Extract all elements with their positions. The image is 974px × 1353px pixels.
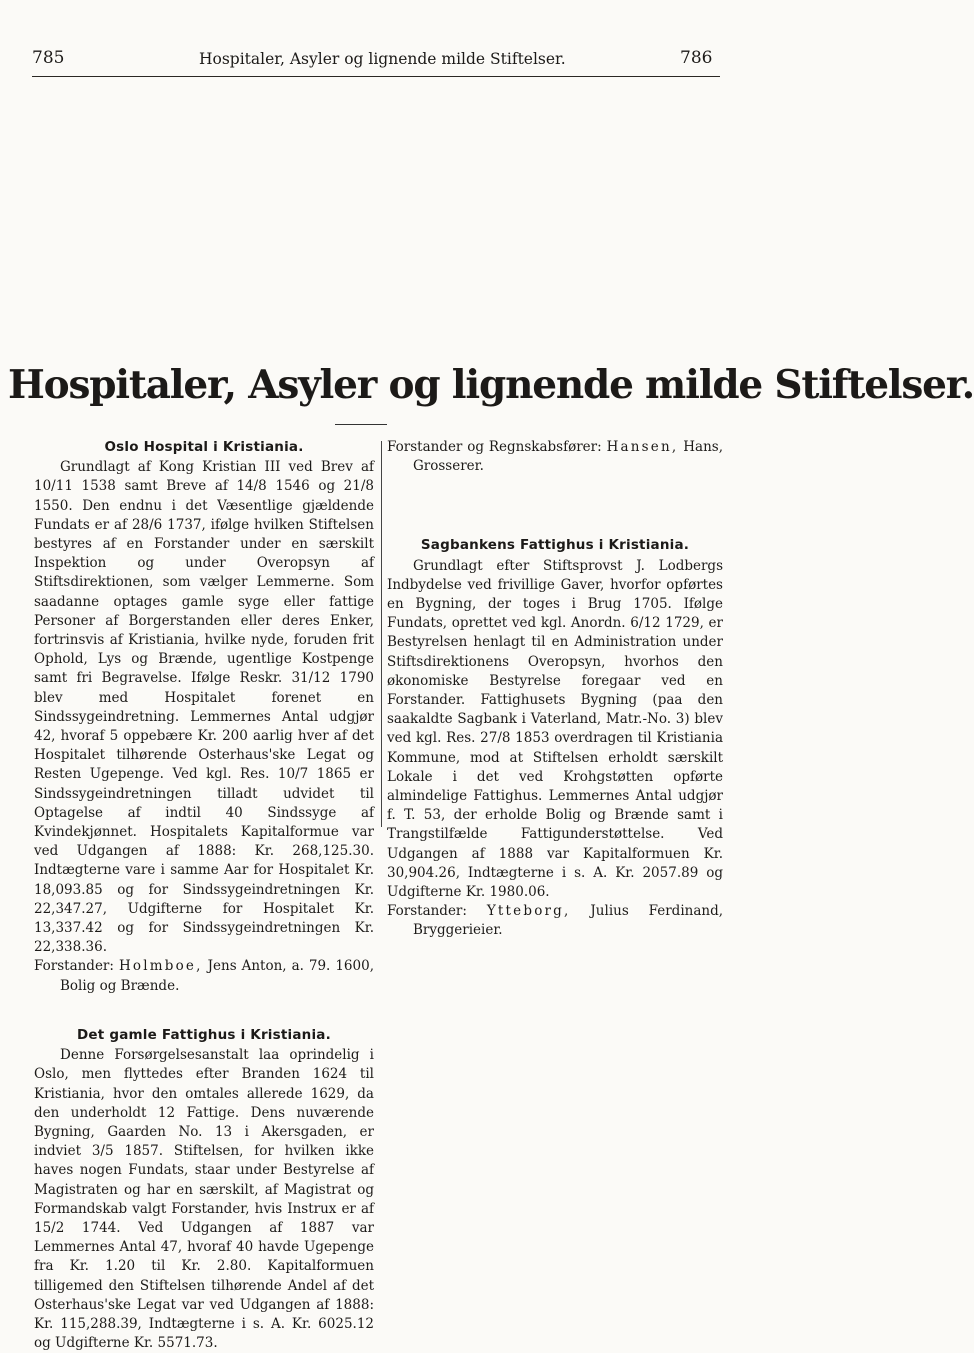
title-rule: [335, 424, 387, 425]
footer-name: Holmboe,: [118, 958, 203, 975]
page-number-left: 785: [32, 48, 65, 68]
column-divider: [381, 441, 382, 827]
page-number-right: 786: [680, 48, 713, 68]
section-body: Grundlagt efter Stiftsprovst J. Lodbergs Indbydelse ved frivillige Gaver, hvorfor opførtes en Bygning, der toges i Brug 1705. Ifølge Fundats, oprettet ved kgl. Anordn. 6/12 1729, er Bestyrelsen henlagt til en Administration under Stiftsdirektionens Overopsyn, hvorhos den økonomiske Bestyrelse foregaar ved en Forstander. Fattighusets Bygning (paa den saakaldte Sagbank i Vaterland, Matr.-No. 3) blev ved kgl. Res. 27/8 1853 overdragen til Kristiania Kommune, mod at Stiftelsen erholdt særskilt Lokale i det ved Krohgstøtten opførte almindelige Fattighus. Lemmernes Antal udgjør f. T. 53, der erholde Bolig og Brænde samt i Trangstilfælde Fattigunderstøttelse. Ved Udgangen af 1888 var Kapitalformuen Kr. 30,904.26, Indtægterne i s. A. Kr. 2057.89 og Udgifterne Kr. 1980.06.: [387, 557, 723, 901]
section-heading: Sagbankens Fattighus i Kristiania.: [420, 537, 690, 554]
footer-name: Hansen,: [606, 439, 679, 455]
footer-details: Julius Ferdinand, Bryggerieier.: [413, 903, 724, 939]
footer-label: Forstander:: [34, 958, 114, 975]
section-oslo-hospital: [34, 438, 374, 996]
section-heading: Oslo Hospital i Kristiania.: [104, 439, 304, 455]
running-title: Hospitaler, Asyler og lignende milde Stiftelser.: [199, 50, 566, 68]
section-footer: [34, 957, 374, 995]
section-gamle-fattighus: [34, 1026, 374, 1353]
section-sagbank-fattighus: [387, 536, 723, 940]
footer-name: Ytteborg,: [486, 903, 571, 920]
section-body: Grundlagt af Kong Kristian III ved Brev af 10/11 1538 samt Breve af 14/8 1546 og 21/8 1550. Den endnu i det Væsentlige gjældende Fundats er af 28/6 1737, ifølge hvilken Stiftelsen bestyres af en Forstander under en særskilt Inspektion og under Overopsyn af Stiftsdirektionen, som vælger Lemmerne. Som saadanne optages gamle syge eller fattige Personer af Borgerstanden eller deres Enker, fortrinsvis af Kristiania, hvilke nyde, foruden frit Ophold, Lys og Brænde, ugentlige Kostpenge samt fri Begravelse. Ifølge Reskr. 31/12 1790 blev med Hospitalet forenet en Sindssygeindretning. Lemmernes Antal udgjør 42, hvoraf 5 oppebære Kr. 200 aarlig hver af det Hospitalet tilhørende Osterhaus'ske Legat og Resten Ugepenge. Ved kgl. Res. 10/7 1865 er Sindssygeindretningen tilladt udvidet til Optagelse af indtil 40 Sindssyge af Kvindekjønnet. Hospitalets Kapitalformue var ved Udgangen af 1888: Kr. 268,125.30. Indtægterne vare i samme Aar for Hospitalet Kr. 18,093.85 og for Sindssygeindretningen Kr. 22,347.27, Udgifterne for Hospitalet Kr. 13,337.42 og for Sindssygeindretningen Kr. 22,338.36.: [34, 459, 374, 956]
page-title: Hospitaler, Asyler og lignende milde Stiftelser.: [8, 362, 974, 408]
footer-details: Jens Anton, a. 79. 1600, Bolig og Brænde.: [60, 958, 374, 994]
section-body: Denne Forsørgelsesanstalt laa oprindelig i Oslo, men flyttedes efter Branden 1624 til Kristiania, hvor den omtales allerede 1629, da den underholdt 12 Fattige. Dens nuværende Bygning, Gaarden No. 13 i Akersgaden, er indviet 3/5 1857. Stiftelsen, for hvilken ikke haves nogen Fundats, staar under Bestyrelse af Magistraten og har en særskilt, af Magistrat og Formandskab valgt Forstander, hvis Instrux er af 15/2 1744. Ved Udgangen af 1887 var Lemmernes Antal 47, hvoraf 40 havde Ugepenge fra Kr. 1.20 til Kr. 2.80. Kapitalformuen tilligemed den Stiftelsen tilhørende Andel af det Osterhaus'ske Legat var ved Udgangen af 1888: Kr. 115,288.39, Indtægterne i s. A. Kr. 6025.12 og Udgifterne Kr. 5571.73.: [34, 1047, 374, 1352]
header-rule: [32, 76, 720, 77]
section-heading: Det gamle Fattighus i Kristiania.: [77, 1026, 331, 1043]
footer-label: Forstander og Regnskabsfører:: [387, 439, 602, 455]
footer-details: Hans, Grosserer.: [413, 439, 724, 475]
right-column: [387, 438, 723, 941]
left-column: [34, 438, 374, 1353]
section-footer: [387, 438, 723, 476]
section-footer: [387, 902, 723, 940]
footer-label: Forstander:: [387, 903, 467, 920]
